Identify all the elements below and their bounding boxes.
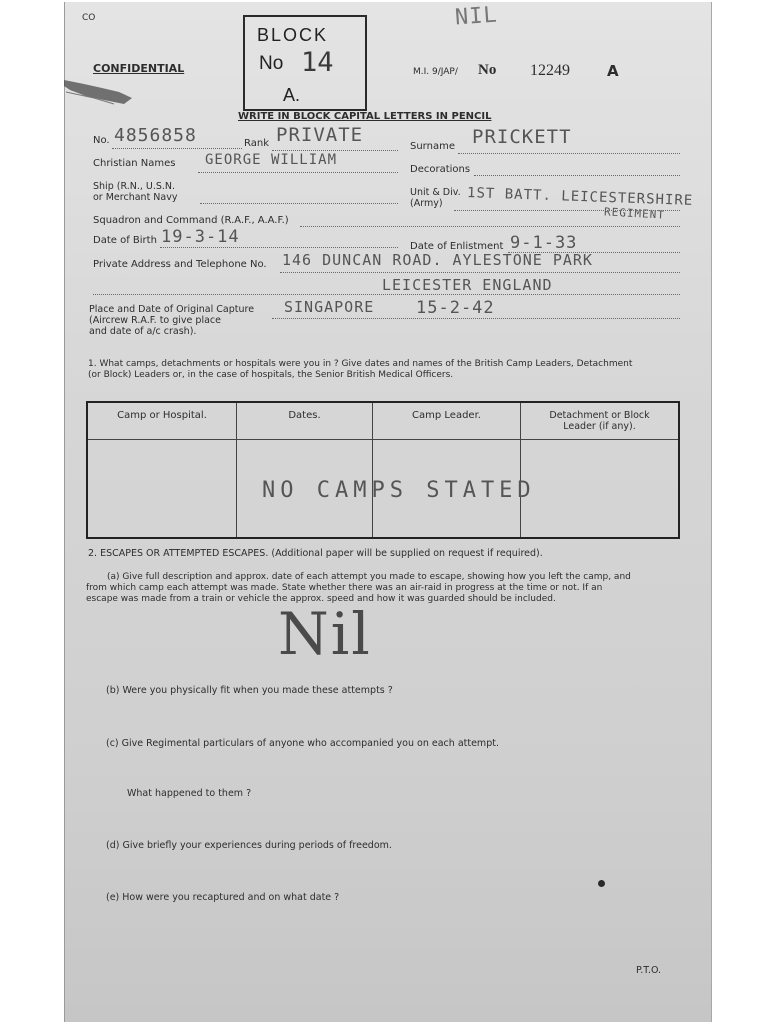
q1-text-line-2: (or Block) Leaders or, in the case of hospitals, the Senior British Medical Officers. (88, 370, 454, 380)
service-no-label: No. (93, 135, 110, 146)
rank-label: Rank (244, 138, 269, 149)
address-label: Private Address and Telephone No. (93, 259, 267, 270)
capture-place: SINGAPORE (284, 298, 375, 316)
ink-dot (598, 880, 605, 887)
ship-label-2: or Merchant Navy (93, 192, 178, 203)
table-header-detachment: Detachment or Block Leader (if any). (521, 402, 680, 440)
enlistment-label: Date of Enlistment (410, 241, 504, 252)
form-letter: A (607, 62, 619, 80)
capture-label-1: Place and Date of Original Capture (89, 304, 255, 315)
surname-label: Surname (410, 141, 455, 152)
q2b-text: (b) Were you physically fit when you made these attempts ? (106, 685, 393, 696)
pto-label: P.T.O. (636, 965, 662, 976)
table-header-camp-leader: Camp Leader. (373, 402, 521, 440)
q2d-text: (d) Give briefly your experiences during periods of freedom. (106, 840, 392, 851)
form-no-label: No (478, 62, 497, 78)
q2c-text: (c) Give Regimental particulars of anyone who accompanied you on each attempt. (106, 738, 499, 749)
form-number: 12249 (530, 62, 570, 79)
table-cell (521, 440, 680, 538)
ship-label-1: Ship (R.N., U.S.N. (93, 181, 176, 192)
capture-label-2: (Aircrew R.A.F. to give place (89, 315, 221, 326)
stamp-block-number: 14 (301, 47, 334, 78)
address-line-2: LEICESTER ENGLAND (382, 276, 553, 294)
dob-label: Date of Birth (93, 235, 157, 246)
service-no-value: 4856858 (114, 125, 197, 146)
capture-date: 15-2-42 (416, 298, 495, 318)
block-stamp (243, 15, 367, 111)
squadron-label: Squadron and Command (R.A.F., A.A.F.) (93, 215, 289, 226)
address-line-1: 146 DUNCAN ROAD. AYLESTONE PARK (282, 251, 593, 269)
unit-label-2: (Army) (410, 198, 443, 209)
cover-fragment: CO (82, 13, 96, 23)
q2e-text: (e) How were you recaptured and on what date ? (106, 892, 340, 903)
surname-value: PRICKETT (472, 126, 572, 148)
unit-value: 1ST BATT. LEICESTERSHIRE (466, 185, 694, 209)
unit-label-1: Unit & Div. (410, 187, 461, 198)
q2a-line-3: escape was made from a train or vehicle the approx. speed and how it was guarded should be included. (86, 594, 556, 604)
no-camps-stated: NO CAMPS STATED (262, 478, 536, 503)
q2a-line-1: (a) Give full description and approx. date of each attempt you made to escape, showing how you left the camp, and (107, 572, 631, 582)
pencil-instruction: WRITE IN BLOCK CAPITAL LETTERS IN PENCIL (238, 111, 492, 122)
mi-reference: M.I. 9/JAP/ (413, 67, 458, 77)
christian-names-value: GEORGE WILLIAM (205, 152, 338, 168)
q2a-line-2: from which camp each attempt was made. State whether there was an air-raid in progress at the time or not. If an (86, 583, 603, 593)
table-header-camp: Camp or Hospital. (87, 402, 237, 440)
confidential-label: CONFIDENTIAL (93, 62, 185, 75)
camps-table (86, 401, 680, 539)
q2-heading: 2. ESCAPES OR ATTEMPTED ESCAPES. (Additional paper will be supplied on request if required). (88, 548, 543, 559)
table-cell (87, 440, 237, 538)
capture-label-3: and date of a/c crash). (89, 326, 197, 337)
q2a-answer-nil: Nil (278, 600, 372, 668)
stamp-block-label: BLOCK (257, 25, 329, 45)
enlistment-value: 9-1-33 (510, 233, 578, 253)
unit-value-regiment: REGIMENT (603, 205, 666, 222)
q1-text-line-1: 1. What camps, detachments or hospitals were you in ? Give dates and names of the British Camp Leaders, Detachment (88, 359, 633, 369)
rank-value: PRIVATE (276, 124, 364, 146)
christian-names-label: Christian Names (93, 158, 176, 169)
stamp-sub-letter: A. (283, 85, 301, 105)
q2c-sub-text: What happened to them ? (127, 788, 252, 799)
stamp-no-label: No (259, 53, 284, 74)
dob-value: 19-3-14 (161, 227, 240, 247)
nil-top-annotation: NIL (454, 2, 499, 31)
table-header-dates: Dates. (237, 402, 373, 440)
decorations-label: Decorations (410, 164, 471, 175)
torn-corner-mark (64, 78, 134, 108)
